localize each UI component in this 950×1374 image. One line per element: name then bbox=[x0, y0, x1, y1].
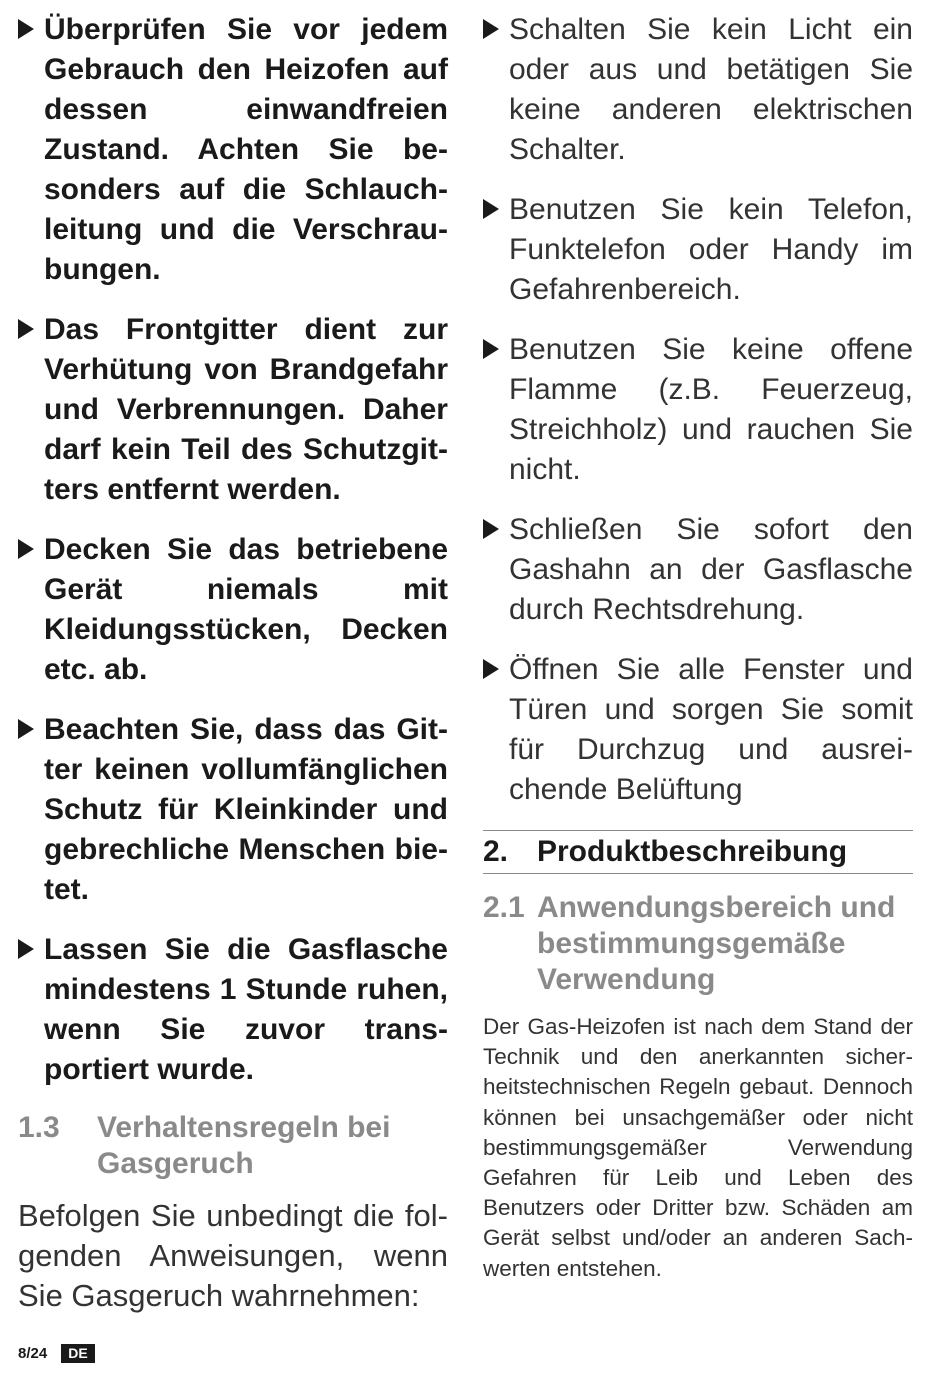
section-body: Der Gas-Heizofen ist nach dem Stand der Technik und den anerkannten sicherheitstechnischen Regeln gebaut. Dennoch können bei unsachgemäßer oder nicht bestimmungsgemäßer Verwendung Gefahren für Leib und Leben des Benutzers oder Dritter bzw. Schäden am Gerät selbst und/oder an anderen Sachwerten entstehen. bbox=[483, 1014, 913, 1281]
bullet-item bbox=[483, 330, 913, 490]
bullet-text: Decken Sie das betriebene Gerät niemals mit Kleidungsstücken, Decken etc. ab. bbox=[44, 533, 448, 686]
section-title: Anwendungsbereich und bestimmungsgemäße Verwendung bbox=[537, 891, 896, 996]
triangle-right-icon bbox=[483, 10, 509, 39]
triangle-right-icon bbox=[483, 330, 509, 359]
section-heading-1-3 bbox=[18, 1110, 448, 1182]
language-badge: DE bbox=[61, 1344, 94, 1363]
bullet-text: Schalten Sie kein Licht ein oder aus und betätigen Sie keine anderen elektrischen Schalter. bbox=[509, 13, 913, 166]
triangle-right-icon bbox=[18, 930, 44, 959]
triangle-right-icon bbox=[18, 530, 44, 559]
section-number: 2.1 bbox=[483, 891, 525, 924]
page-number: 8/24 bbox=[18, 1345, 48, 1362]
section-heading-2 bbox=[483, 830, 913, 874]
left-column bbox=[18, 10, 448, 1316]
section-title: Produktbeschreibung bbox=[537, 835, 848, 868]
triangle-right-icon bbox=[18, 310, 44, 339]
bullet-item bbox=[18, 310, 448, 510]
triangle-right-icon bbox=[18, 710, 44, 739]
section-number: 2. bbox=[483, 835, 509, 868]
bullet-text: Schließen Sie sofort den Gashahn an der Gasflasche durch Rechtsdrehung. bbox=[509, 513, 913, 626]
bullet-item bbox=[18, 930, 448, 1090]
bullet-text: Überprüfen Sie vor jedem Gebrauch den Heizofen auf dessen einwandfreien Zustand. Achten Sie besonders auf die Schlauchleitung und die Verschraubungen. bbox=[44, 13, 448, 286]
bullet-text: Lassen Sie die Gasflasche mindestens 1 Stunde ruhen, wenn Sie zuvor transportiert wurde. bbox=[44, 933, 448, 1086]
bullet-text: Benutzen Sie kein Telefon, Funktelefon oder Handy im Gefahrenbereich. bbox=[509, 193, 913, 306]
triangle-right-icon bbox=[18, 10, 44, 39]
bullet-text: Das Frontgitter dient zur Verhütung von Brandgefahr und Verbrennungen. Daher darf kein Teil des Schutzgitters entfernt werden. bbox=[44, 313, 448, 506]
bullet-item bbox=[483, 650, 913, 810]
page-footer bbox=[18, 1344, 95, 1363]
section-number: 1.3 bbox=[18, 1111, 60, 1144]
bullet-item bbox=[483, 510, 913, 630]
section-intro: Befolgen Sie unbedingt die folgenden Anweisungen, wenn Sie Gasgeruch wahrnehmen: bbox=[18, 1198, 448, 1313]
section-title: Verhaltensregeln bei Gasgeruch bbox=[97, 1111, 391, 1180]
right-column bbox=[483, 10, 913, 1284]
bullet-text: Öffnen Sie alle Fenster und Türen und sorgen Sie somit für Durchzug und ausreichende Belüftung bbox=[509, 653, 913, 806]
bullet-item bbox=[18, 10, 448, 290]
bullet-item bbox=[483, 190, 913, 310]
bullet-text: Beachten Sie, dass das Gitter keinen vollumfänglichen Schutz für Kleinkinder und gebrechliche Menschen bietet. bbox=[44, 713, 448, 906]
triangle-right-icon bbox=[483, 190, 509, 219]
triangle-right-icon bbox=[483, 510, 509, 539]
bullet-text: Benutzen Sie keine offene Flamme (z.B. Feuerzeug, Streichholz) und rauchen Sie nicht. bbox=[509, 333, 913, 486]
bullet-item bbox=[18, 530, 448, 690]
bullet-item bbox=[18, 710, 448, 910]
section-heading-2-1 bbox=[483, 890, 913, 998]
bullet-item bbox=[483, 10, 913, 170]
triangle-right-icon bbox=[483, 650, 509, 679]
